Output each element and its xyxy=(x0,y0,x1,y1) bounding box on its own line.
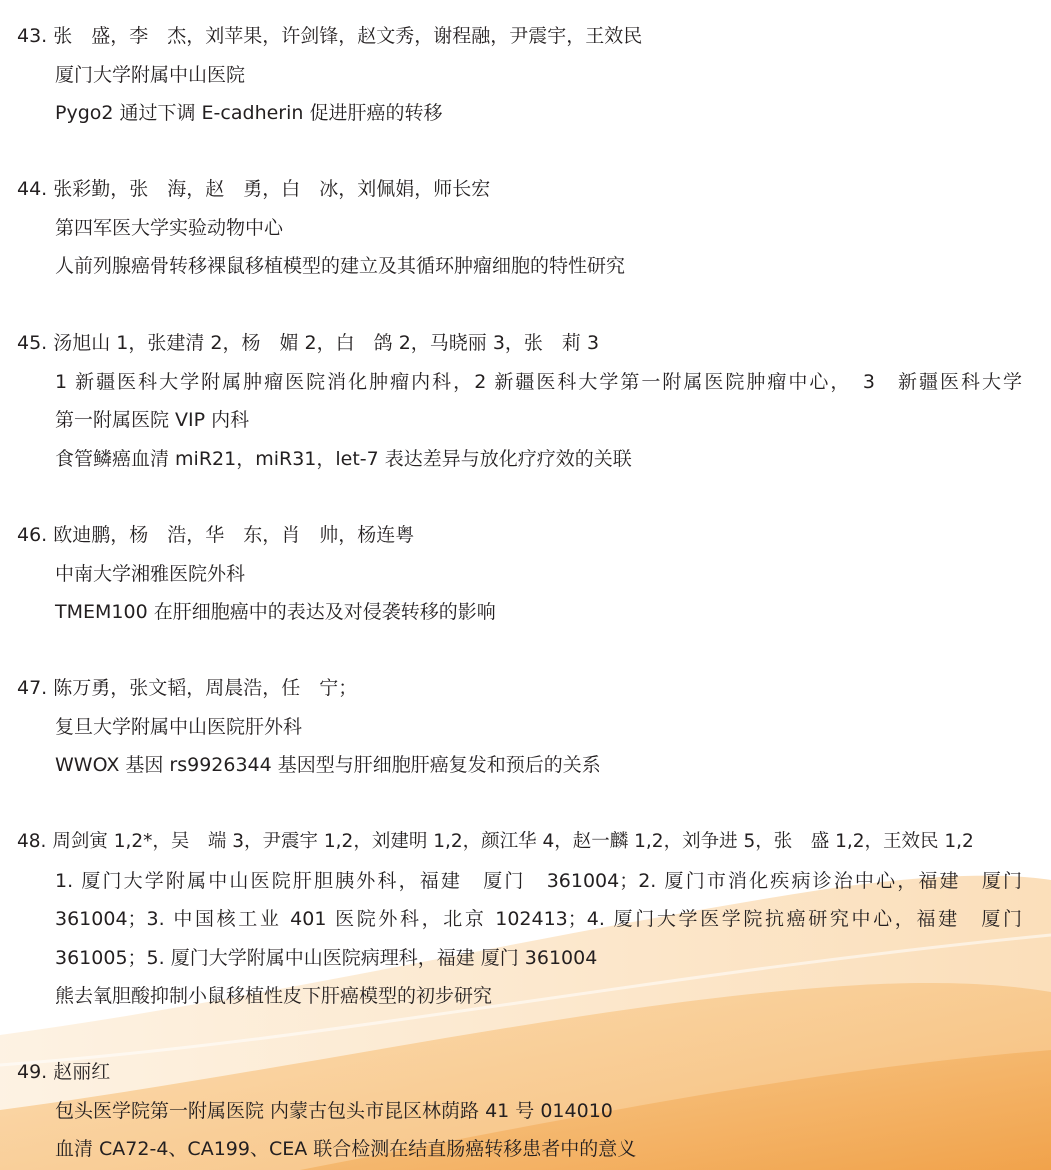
entry-affiliation: 1. 厦门大学附属中山医院肝胆胰外科，福建 厦门 361004；2. 厦门市消化疾病诊治中心，福建 厦门 xyxy=(55,870,1022,892)
entry-number: 46. xyxy=(17,524,48,546)
entry-authors: 赵丽红 xyxy=(53,1061,111,1083)
entry-authors: 张彩勤，张 海，赵 勇，白 冰，刘佩娟，师长宏 xyxy=(53,178,491,200)
entry-affiliation: 包头医学院第一附属医院 内蒙古包头市昆区林荫路 41 号 014010 xyxy=(55,1100,613,1122)
entry-affiliation: 第四军医大学实验动物中心 xyxy=(55,217,284,239)
entry-number: 47. xyxy=(17,677,48,699)
entry-title: TMEM100 在肝细胞癌中的表达及对侵袭转移的影响 xyxy=(55,601,496,623)
entry-number: 44. xyxy=(17,178,48,200)
entry-affiliation: 361004；3. 中国核工业 401 医院外科，北京 102413；4. 厦门大学医学院抗癌研究中心，福建 厦门 xyxy=(55,908,1022,930)
entry-authors: 张 盛，李 杰，刘苹果，许剑锋，赵文秀，谢程融，尹震宇，王效民 xyxy=(53,25,643,47)
entry-affiliation: 复旦大学附属中山医院肝外科 xyxy=(55,716,303,738)
entry-number: 48. xyxy=(17,831,47,852)
entry-affiliation: 第一附属医院 VIP 内科 xyxy=(55,409,250,431)
entry-number: 49. xyxy=(17,1061,48,1083)
entry-title: 血清 CA72-4、CA199、CEA 联合检测在结直肠癌转移患者中的意义 xyxy=(55,1138,637,1160)
entry-authors: 欧迪鹏，杨 浩，华 东，肖 帅，杨连粤 xyxy=(53,524,415,546)
entry-affiliation: 361005；5. 厦门大学附属中山医院病理科，福建 厦门 361004 xyxy=(55,947,598,969)
entry-number: 45. xyxy=(17,332,48,354)
entry-title: 食管鳞癌血清 miR21，miR31，let-7 表达差异与放化疗疗效的关联 xyxy=(55,448,632,470)
entry-affiliation: 厦门大学附属中山医院 xyxy=(55,64,246,86)
entry-number: 43. xyxy=(17,25,48,47)
entry-authors: 汤旭山 1，张建清 2，杨 媚 2，白 鸽 2，马晓丽 3，张 莉 3 xyxy=(53,332,600,354)
entry-title: 熊去氧胆酸抑制小鼠移植性皮下肝癌模型的初步研究 xyxy=(55,985,493,1007)
entry-authors: 周剑寅 1,2*，吴 端 3，尹震宇 1,2，刘建明 1,2，颜江华 4，赵一麟 1,2，刘争进 5，张 盛 1,2，王效民 1,2 xyxy=(52,831,974,852)
entry-affiliation: 中南大学湘雅医院外科 xyxy=(55,563,246,585)
entry-title: WWOX 基因 rs9926344 基因型与肝细胞肝癌复发和预后的关系 xyxy=(55,754,601,776)
entry-authors: 陈万勇，张文韬，周晨浩，任 宁； xyxy=(53,677,358,699)
entry-title: Pygo2 通过下调 E-cadherin 促进肝癌的转移 xyxy=(55,102,443,124)
entry-title: 人前列腺癌骨转移裸鼠移植模型的建立及其循环肿瘤细胞的特性研究 xyxy=(55,255,626,277)
entry-affiliation: 1 新疆医科大学附属肿瘤医院消化肿瘤内科，2 新疆医科大学第一附属医院肿瘤中心， 3 新疆医科大学 xyxy=(55,371,1022,393)
